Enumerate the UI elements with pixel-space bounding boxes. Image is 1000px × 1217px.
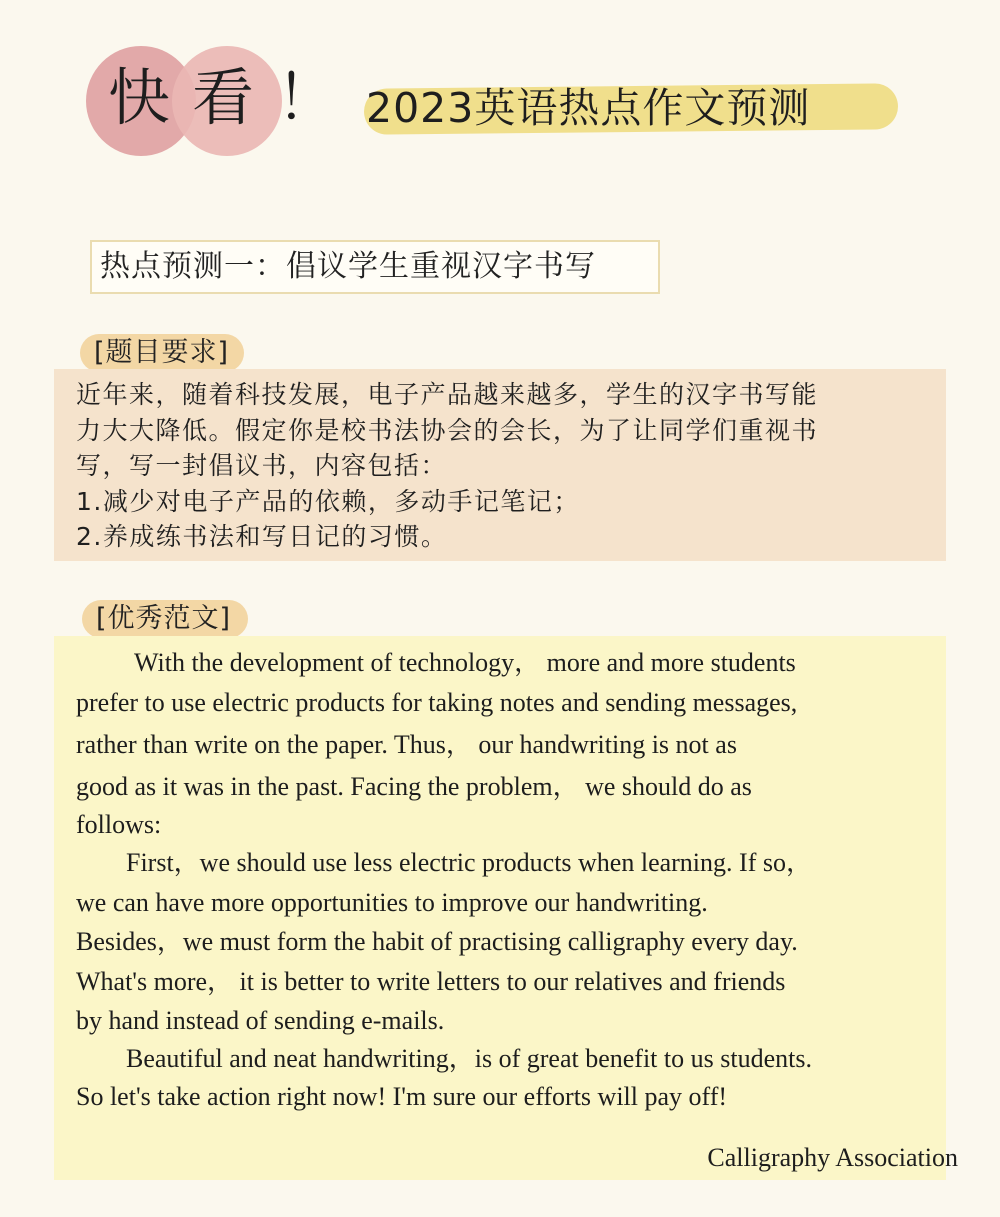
essay-line: rather than write on the paper. Thus， our handwriting is not as	[76, 730, 737, 759]
essay-line: First，we should use less electric products when learning. If so，	[126, 848, 812, 877]
requirements-line: 近年来，随着科技发展，电子产品越来越多，学生的汉字书写能	[76, 380, 819, 409]
essay-line: Beautiful and neat handwriting，is of great benefit to us students.	[126, 1044, 812, 1073]
essay-label: [优秀范文]	[82, 600, 248, 638]
page-title: 2023英语热点作文预测	[366, 84, 811, 132]
essay-line: What's more， it is better to write letters to our relatives and friends	[76, 967, 786, 996]
requirements-line: 1.减少对电子产品的依赖，多动手记笔记；	[76, 486, 580, 516]
essay-box	[54, 636, 946, 1180]
essay-line: So let's take action right now! I'm sure our efforts will pay off!	[76, 1082, 728, 1111]
essay-line: With the development of technology， more and more students	[134, 648, 796, 677]
essay-line: prefer to use electric products for taking notes and sending messages,	[76, 688, 798, 717]
essay-line: by hand instead of sending e-mails.	[76, 1006, 445, 1035]
topic-heading: 热点预测一：倡议学生重视汉字书写	[90, 240, 660, 294]
requirements-box	[54, 369, 946, 561]
requirements-line: 写，写一封倡议书，内容包括：	[76, 451, 448, 480]
essay-line: follows:	[76, 810, 162, 839]
essay-line: Besides，we must form the habit of practising calligraphy every day.	[76, 927, 798, 956]
signature: Calligraphy Association	[707, 1143, 958, 1172]
essay-line: good as it was in the past. Facing the problem， we should do as	[76, 772, 752, 801]
requirements-line: 力大大降低。假定你是校书法协会的会长，为了让同学们重视书	[76, 415, 819, 445]
requirements-line: 2.养成练书法和写日记的习惯。	[76, 522, 448, 551]
header-badge-text: 快看！	[108, 61, 361, 134]
essay-line: we can have more opportunities to improve our handwriting.	[76, 888, 708, 917]
requirements-label: [题目要求]	[80, 334, 244, 372]
